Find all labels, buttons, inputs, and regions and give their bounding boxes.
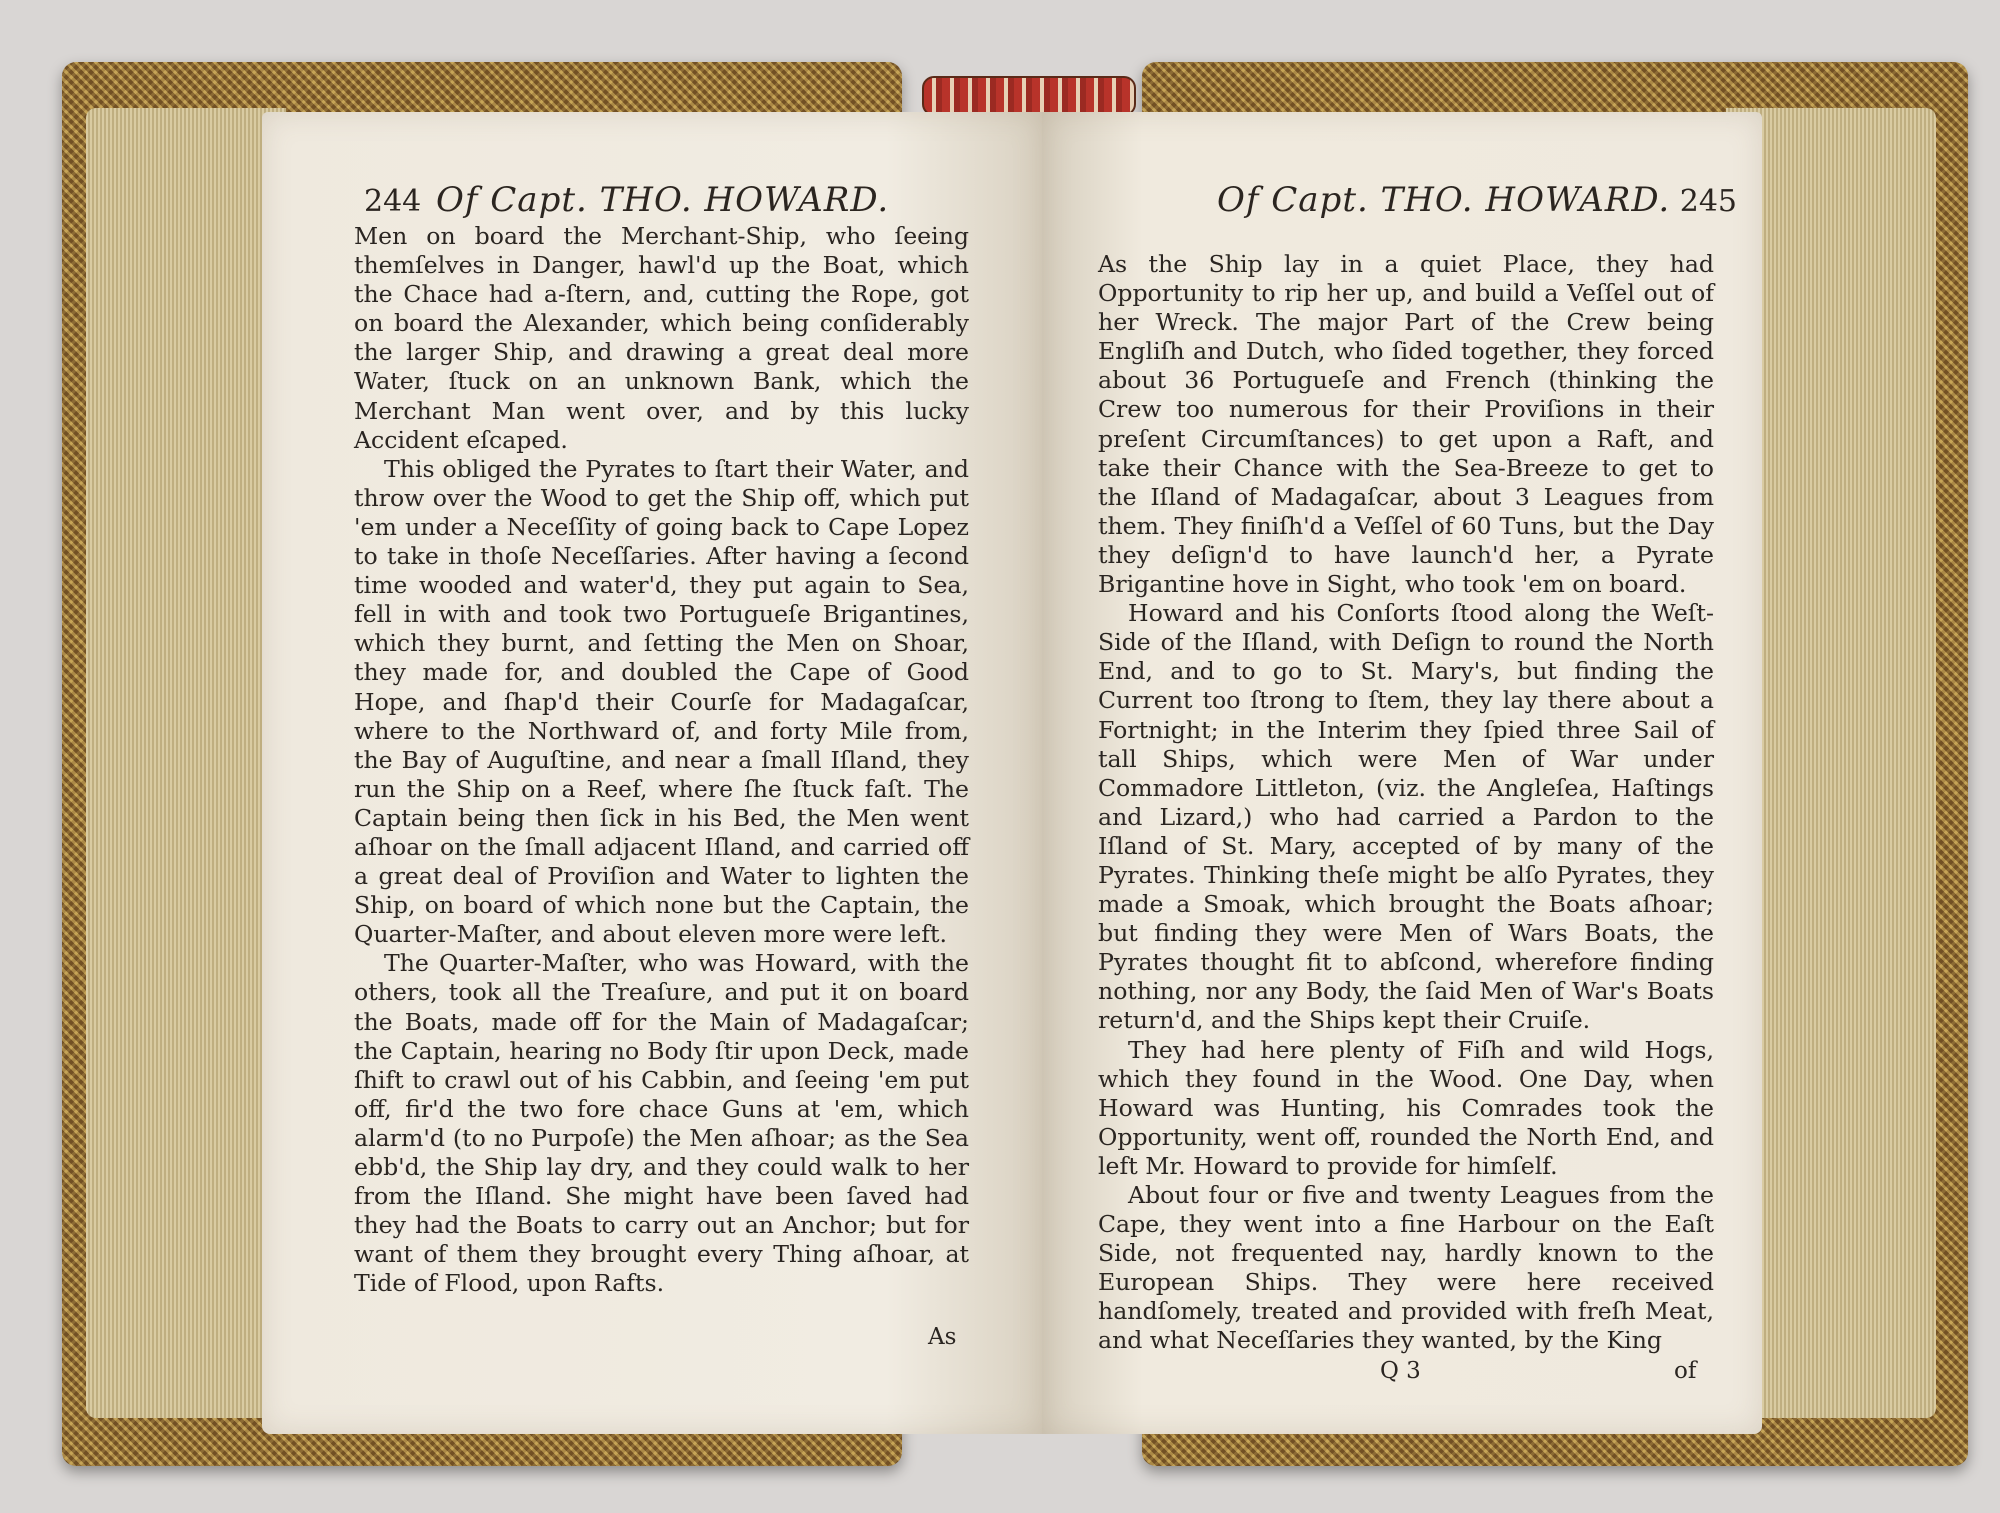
right-catchword: of	[1674, 1358, 1697, 1384]
left-text-block	[354, 222, 969, 1298]
right-running-title: Of Capt. THO. HOWARD.	[1217, 180, 1671, 220]
right-running-head	[1217, 180, 1737, 220]
headband	[922, 76, 1136, 116]
paragraph: Howard and his Conſorts ſtood along the Weſt-Side of the Iſland, with Deſign to round the North End, and to go to St. Mary's, but finding the Current too ſtrong to ſtem, they lay there about a Fortnight; in the Interim they ſpied three Sail of tall Ships, which were Men of War under Commadore Littleton, (viz. the Angleſea, Haſtings and Lizard,) who had carried a Pardon to the Iſland of St. Mary, accepted of by many of the Pyrates. Thinking theſe might be alſo Pyrates, they made a Smoak, which brought the Boats aſhoar; but finding they were Men of Wars Boats, the Pyrates thought fit to abſcond, wherefore finding nothing, nor any Body, the ſaid Men of War's Boats return'd, and the Ships kept their Cruiſe.	[1098, 599, 1714, 1035]
left-running-head	[364, 180, 904, 220]
left-running-title: Of Capt. THO. HOWARD.	[436, 180, 890, 220]
paragraph: About four or five and twenty Leagues from the Cape, they went into a fine Harbour on the Eaſt Side, not frequented nay, hardly known to the European Ships. They were here received handſomely, treated and provided with freſh Meat, and what Neceſſaries they wanted, by the King	[1098, 1181, 1714, 1355]
left-page-number: 244	[364, 184, 422, 219]
right-page-number: 245	[1679, 184, 1737, 219]
left-catchword: As	[928, 1324, 957, 1350]
left-page-edges	[86, 108, 286, 1418]
paragraph: The Quarter-Maſter, who was Howard, with the others, took all the Treaſure, and put it on board the Boats, made off for the Main of Madagaſcar; the Captain, hearing no Body ſtir upon Deck, made ſhift to crawl out of his Cabbin, and ſeeing 'em put off, fir'd the two fore chace Guns at 'em, which alarm'd (to no Purpoſe) the Men aſhoar; as the Sea ebb'd, the Ship lay dry, and they could walk to her from the Iſland. She might have been ſaved had they had the Boats to carry out an Anchor; but for want of them they brought every Thing aſhoar, at Tide of Flood, upon Rafts.	[354, 949, 969, 1298]
paragraph: This obliged the Pyrates to ſtart their Water, and throw over the Wood to get the Ship off, which put 'em under a Neceſſity of going back to Cape Lopez to take in thoſe Neceſſaries. After having a ſecond time wooded and water'd, they put again to Sea, fell in with and took two Portugueſe Brigantines, which they burnt, and ſetting the Men on Shoar, they made for, and doubled the Cape of Good Hope, and ſhap'd their Courſe for Madagaſcar, where to the Northward of, and forty Mile from, the Bay of Auguſtine, and near a ſmall Iſland, they run the Ship on a Reef, where ſhe ſtuck faſt. The Captain being then ſick in his Bed, the Men went aſhoar on the ſmall adjacent Iſland, and carried off a great deal of Proviſion and Water to lighten the Ship, on board of which none but the Captain, the Quarter-Maſter, and about eleven more were left.	[354, 454, 969, 949]
right-text-block	[1098, 250, 1714, 1356]
open-book	[62, 62, 1968, 1466]
paragraph: They had here plenty of Fiſh and wild Hogs, which they found in the Wood. One Day, when Howard was Hunting, his Comrades took the Opportunity, went off, rounded the North End, and left Mr. Howard to provide for himſelf.	[1098, 1035, 1714, 1180]
signature-mark: Q 3	[1380, 1358, 1421, 1384]
paragraph: As the Ship lay in a quiet Place, they had Opportunity to rip her up, and build a Veſſel out of her Wreck. The major Part of the Crew being Engliſh and Dutch, who ſided together, they forced about 36 Portugueſe and French (thinking the Crew too numerous for their Proviſions in their preſent Circumſtances) to get upon a Raft, and take their Chance with the Sea-Breeze to get to the Iſland of Madagaſcar, about 3 Leagues from them. They finiſh'd a Veſſel of 60 Tuns, but the Day they deſign'd to have launch'd her, a Pyrate Brigantine hove in Sight, who took 'em on board.	[1098, 250, 1714, 599]
paragraph: Men on board the Merchant-Ship, who ſeeing themſelves in Danger, hawl'd up the Boat, which the Chace had a-ſtern, and, cutting the Rope, got on board the Alexander, which being conſiderably the larger Ship, and drawing a great deal more Water, ſtuck on an unknown Bank, which the Merchant Man went over, and by this lucky Accident eſcaped.	[354, 222, 969, 454]
